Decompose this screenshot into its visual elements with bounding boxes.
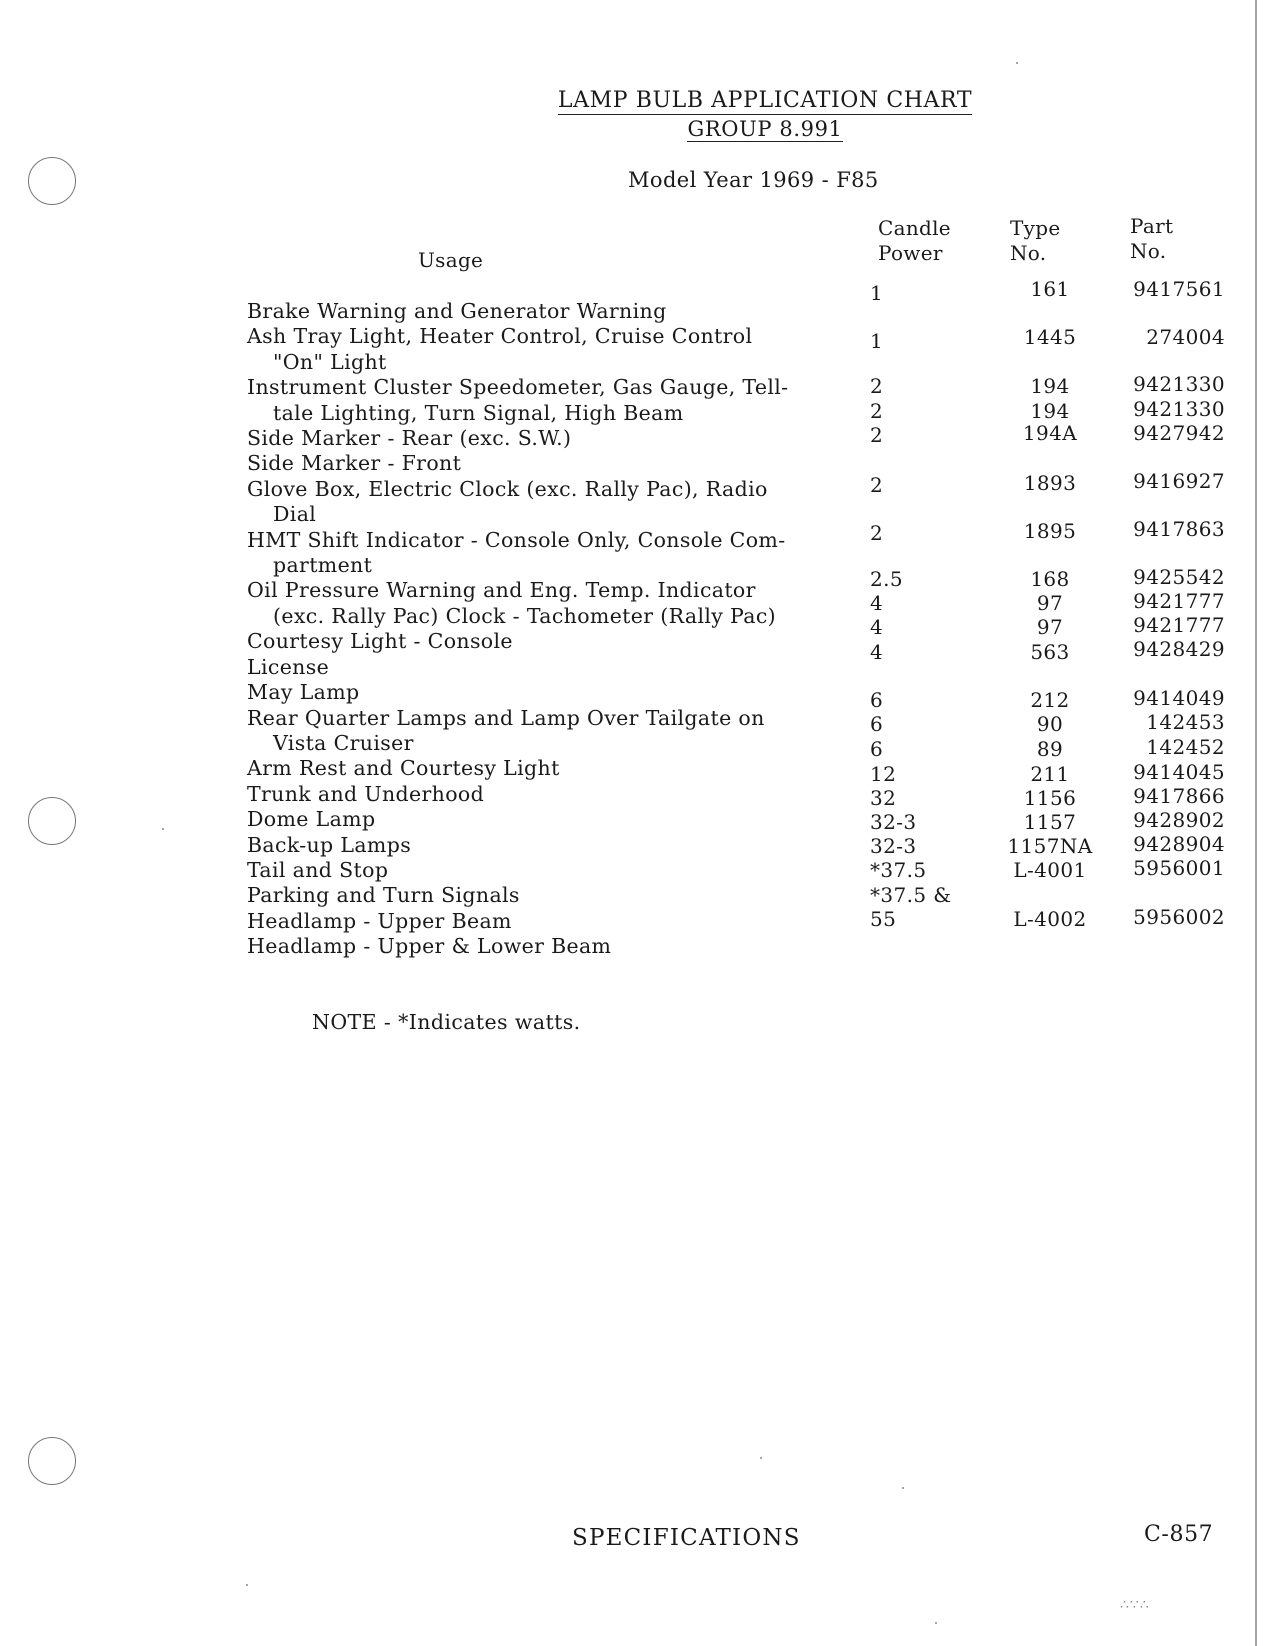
part-number-value: 9416927 xyxy=(1133,469,1225,493)
part-number-value: 9425542 xyxy=(1133,565,1225,589)
part-number-value: 9428904 xyxy=(1133,832,1225,856)
part-number-value: 9428902 xyxy=(1133,808,1225,832)
usage-text: Side Marker - Rear (exc. S.W.) xyxy=(247,426,572,451)
type-number-value: 563 xyxy=(1030,640,1070,664)
scan-speck xyxy=(246,1584,248,1586)
type-number-value: L-4001 xyxy=(1013,858,1087,882)
usage-text: Instrument Cluster Speedometer, Gas Gauge, Tell- xyxy=(247,375,789,400)
candle-power-value: 6 xyxy=(870,712,884,736)
usage-text-continued: Dial xyxy=(273,502,317,527)
candle-power-value: 4 xyxy=(870,591,884,615)
usage-text: Side Marker - Front xyxy=(247,451,462,476)
type-number-value: 212 xyxy=(1030,688,1070,712)
candle-power-value: 2.5 xyxy=(870,567,904,591)
footnote: NOTE - *Indicates watts. xyxy=(312,1010,581,1034)
type-number-value: 161 xyxy=(1030,277,1070,301)
punch-hole-bottom xyxy=(28,1437,76,1485)
candle-power-value: 55 xyxy=(870,907,897,931)
part-number-value: 9417561 xyxy=(1133,277,1225,301)
usage-text: Courtesy Light - Console xyxy=(247,629,513,654)
candle-power-value: 4 xyxy=(870,640,884,664)
candle-power-value: 12 xyxy=(870,762,897,786)
usage-entry xyxy=(247,706,837,757)
usage-text-continued: "On" Light xyxy=(273,349,387,374)
part-number-value: 142453 xyxy=(1146,710,1225,734)
part-number-value: 9421330 xyxy=(1133,372,1225,396)
usage-text: License xyxy=(247,654,330,679)
column-header-part-no: Part No. xyxy=(1130,214,1174,263)
part-number-value: 5956001 xyxy=(1133,856,1225,880)
usage-text: Tail and Stop xyxy=(247,857,389,882)
usage-entry xyxy=(247,451,837,476)
usage-text: Parking and Turn Signals xyxy=(247,883,520,908)
scan-speck xyxy=(162,828,164,830)
usage-text: Glove Box, Electric Clock (exc. Rally Pac), Radio xyxy=(247,476,768,501)
candle-power-value: 2 xyxy=(870,399,884,423)
usage-entry xyxy=(247,375,837,426)
candle-power-value: 32 xyxy=(870,786,897,810)
usage-text: Rear Quarter Lamps and Lamp Over Tailgate on xyxy=(247,705,765,730)
type-number-value: 1156 xyxy=(1023,786,1077,810)
type-number-value: 211 xyxy=(1030,762,1070,786)
candle-power-value: *37.5 & xyxy=(870,883,952,907)
candle-power-value: 1 xyxy=(870,281,884,305)
candle-power-value: 1 xyxy=(870,329,884,353)
usage-entry xyxy=(247,756,837,781)
type-number-value: L-4002 xyxy=(1013,907,1087,931)
usage-text: Back-up Lamps xyxy=(247,832,412,857)
usage-text-continued: partment xyxy=(273,553,373,578)
usage-text: Trunk and Underhood xyxy=(247,781,485,806)
candle-power-value: 32-3 xyxy=(870,834,917,858)
candle-power-value: 6 xyxy=(870,688,884,712)
usage-entry xyxy=(247,807,837,832)
usage-entry xyxy=(247,909,837,934)
usage-text: Headlamp - Upper & Lower Beam xyxy=(247,934,612,959)
chart-title: LAMP BULB APPLICATION CHART xyxy=(557,88,973,113)
part-number-value: 9427942 xyxy=(1133,421,1225,445)
punch-hole-top xyxy=(28,157,76,205)
type-number-value: 1157NA xyxy=(1007,834,1093,858)
usage-text: Headlamp - Upper Beam xyxy=(247,908,512,933)
type-number-value: 1445 xyxy=(1023,325,1077,349)
usage-entry xyxy=(247,477,837,528)
part-number-value: 9421777 xyxy=(1133,613,1225,637)
usage-text-continued: Vista Cruiser xyxy=(273,730,414,755)
usage-text: HMT Shift Indicator - Console Only, Console Com- xyxy=(247,527,786,552)
usage-entry xyxy=(247,883,837,908)
part-number-value: 9414045 xyxy=(1133,760,1225,784)
column-header-usage: Usage xyxy=(418,248,484,272)
usage-text: Arm Rest and Courtesy Light xyxy=(247,756,560,781)
part-number-value: 5956002 xyxy=(1133,905,1225,929)
type-number-value: 1157 xyxy=(1023,810,1077,834)
type-number-value: 1893 xyxy=(1023,471,1077,495)
type-number-value: 194A xyxy=(1022,421,1078,445)
punch-hole-middle xyxy=(28,797,76,845)
type-number-value: 89 xyxy=(1036,737,1064,761)
usage-entry xyxy=(247,299,837,324)
type-number-value: 97 xyxy=(1036,615,1064,639)
model-year: Model Year 1969 - F85 xyxy=(628,168,879,192)
page-edge xyxy=(1255,0,1257,1646)
scan-stamp-mark: ∴∵∴ xyxy=(1120,1597,1150,1613)
usage-entry xyxy=(247,782,837,807)
part-number-value: 142452 xyxy=(1146,735,1225,759)
usage-text: Dome Lamp xyxy=(247,807,376,832)
usage-entry xyxy=(247,578,837,629)
type-number-value: 194 xyxy=(1030,374,1070,398)
usage-text-continued: (exc. Rally Pac) Clock - Tachometer (Rally Pac) xyxy=(273,603,777,628)
chart-title-block xyxy=(540,88,990,142)
usage-text-continued: tale Lighting, Turn Signal, High Beam xyxy=(273,400,684,425)
usage-entry xyxy=(247,858,837,883)
scan-speck xyxy=(760,1457,762,1459)
candle-power-value: 32-3 xyxy=(870,810,917,834)
usage-text: Oil Pressure Warning and Eng. Temp. Indicator xyxy=(247,578,756,603)
part-number-value: 9417866 xyxy=(1133,784,1225,808)
type-number-value: 97 xyxy=(1036,591,1064,615)
candle-power-value: *37.5 xyxy=(870,858,927,882)
page-number: C-857 xyxy=(1144,1522,1214,1547)
type-number-value: 1895 xyxy=(1023,519,1077,543)
part-number-value: 9421777 xyxy=(1133,589,1225,613)
scan-speck xyxy=(935,1622,937,1624)
usage-entry xyxy=(247,324,837,375)
candle-power-value: 4 xyxy=(870,615,884,639)
part-number-value: 9428429 xyxy=(1133,637,1225,661)
usage-entry xyxy=(247,426,837,451)
type-number-value: 168 xyxy=(1030,567,1070,591)
usage-text: Brake Warning and Generator Warning xyxy=(247,299,667,323)
usage-text: May Lamp xyxy=(247,680,360,705)
candle-power-value: 2 xyxy=(870,423,884,447)
type-number-value: 90 xyxy=(1036,712,1064,736)
column-header-candle-power: Candle Power xyxy=(878,216,951,265)
usage-entry xyxy=(247,629,837,654)
candle-power-value: 2 xyxy=(870,374,884,398)
usage-text: Ash Tray Light, Heater Control, Cruise Control xyxy=(247,324,753,349)
part-number-value: 9421330 xyxy=(1133,397,1225,421)
group-number: GROUP 8.991 xyxy=(687,117,843,141)
usage-entry xyxy=(247,528,837,579)
section-footer: SPECIFICATIONS xyxy=(572,1525,801,1551)
type-number-value: 194 xyxy=(1030,399,1070,423)
candle-power-value: 6 xyxy=(870,737,884,761)
column-header-type-no: Type No. xyxy=(1010,216,1061,265)
usage-column xyxy=(247,299,837,960)
usage-entry xyxy=(247,833,837,858)
candle-power-value: 2 xyxy=(870,473,884,497)
scan-speck xyxy=(1016,62,1018,64)
part-number-value: 9417863 xyxy=(1133,517,1225,541)
usage-entry xyxy=(247,934,837,959)
part-number-value: 274004 xyxy=(1146,325,1225,349)
scan-speck xyxy=(902,1487,904,1489)
usage-entry xyxy=(247,680,837,705)
part-number-value: 9414049 xyxy=(1133,686,1225,710)
usage-entry xyxy=(247,655,837,680)
candle-power-value: 2 xyxy=(870,521,884,545)
